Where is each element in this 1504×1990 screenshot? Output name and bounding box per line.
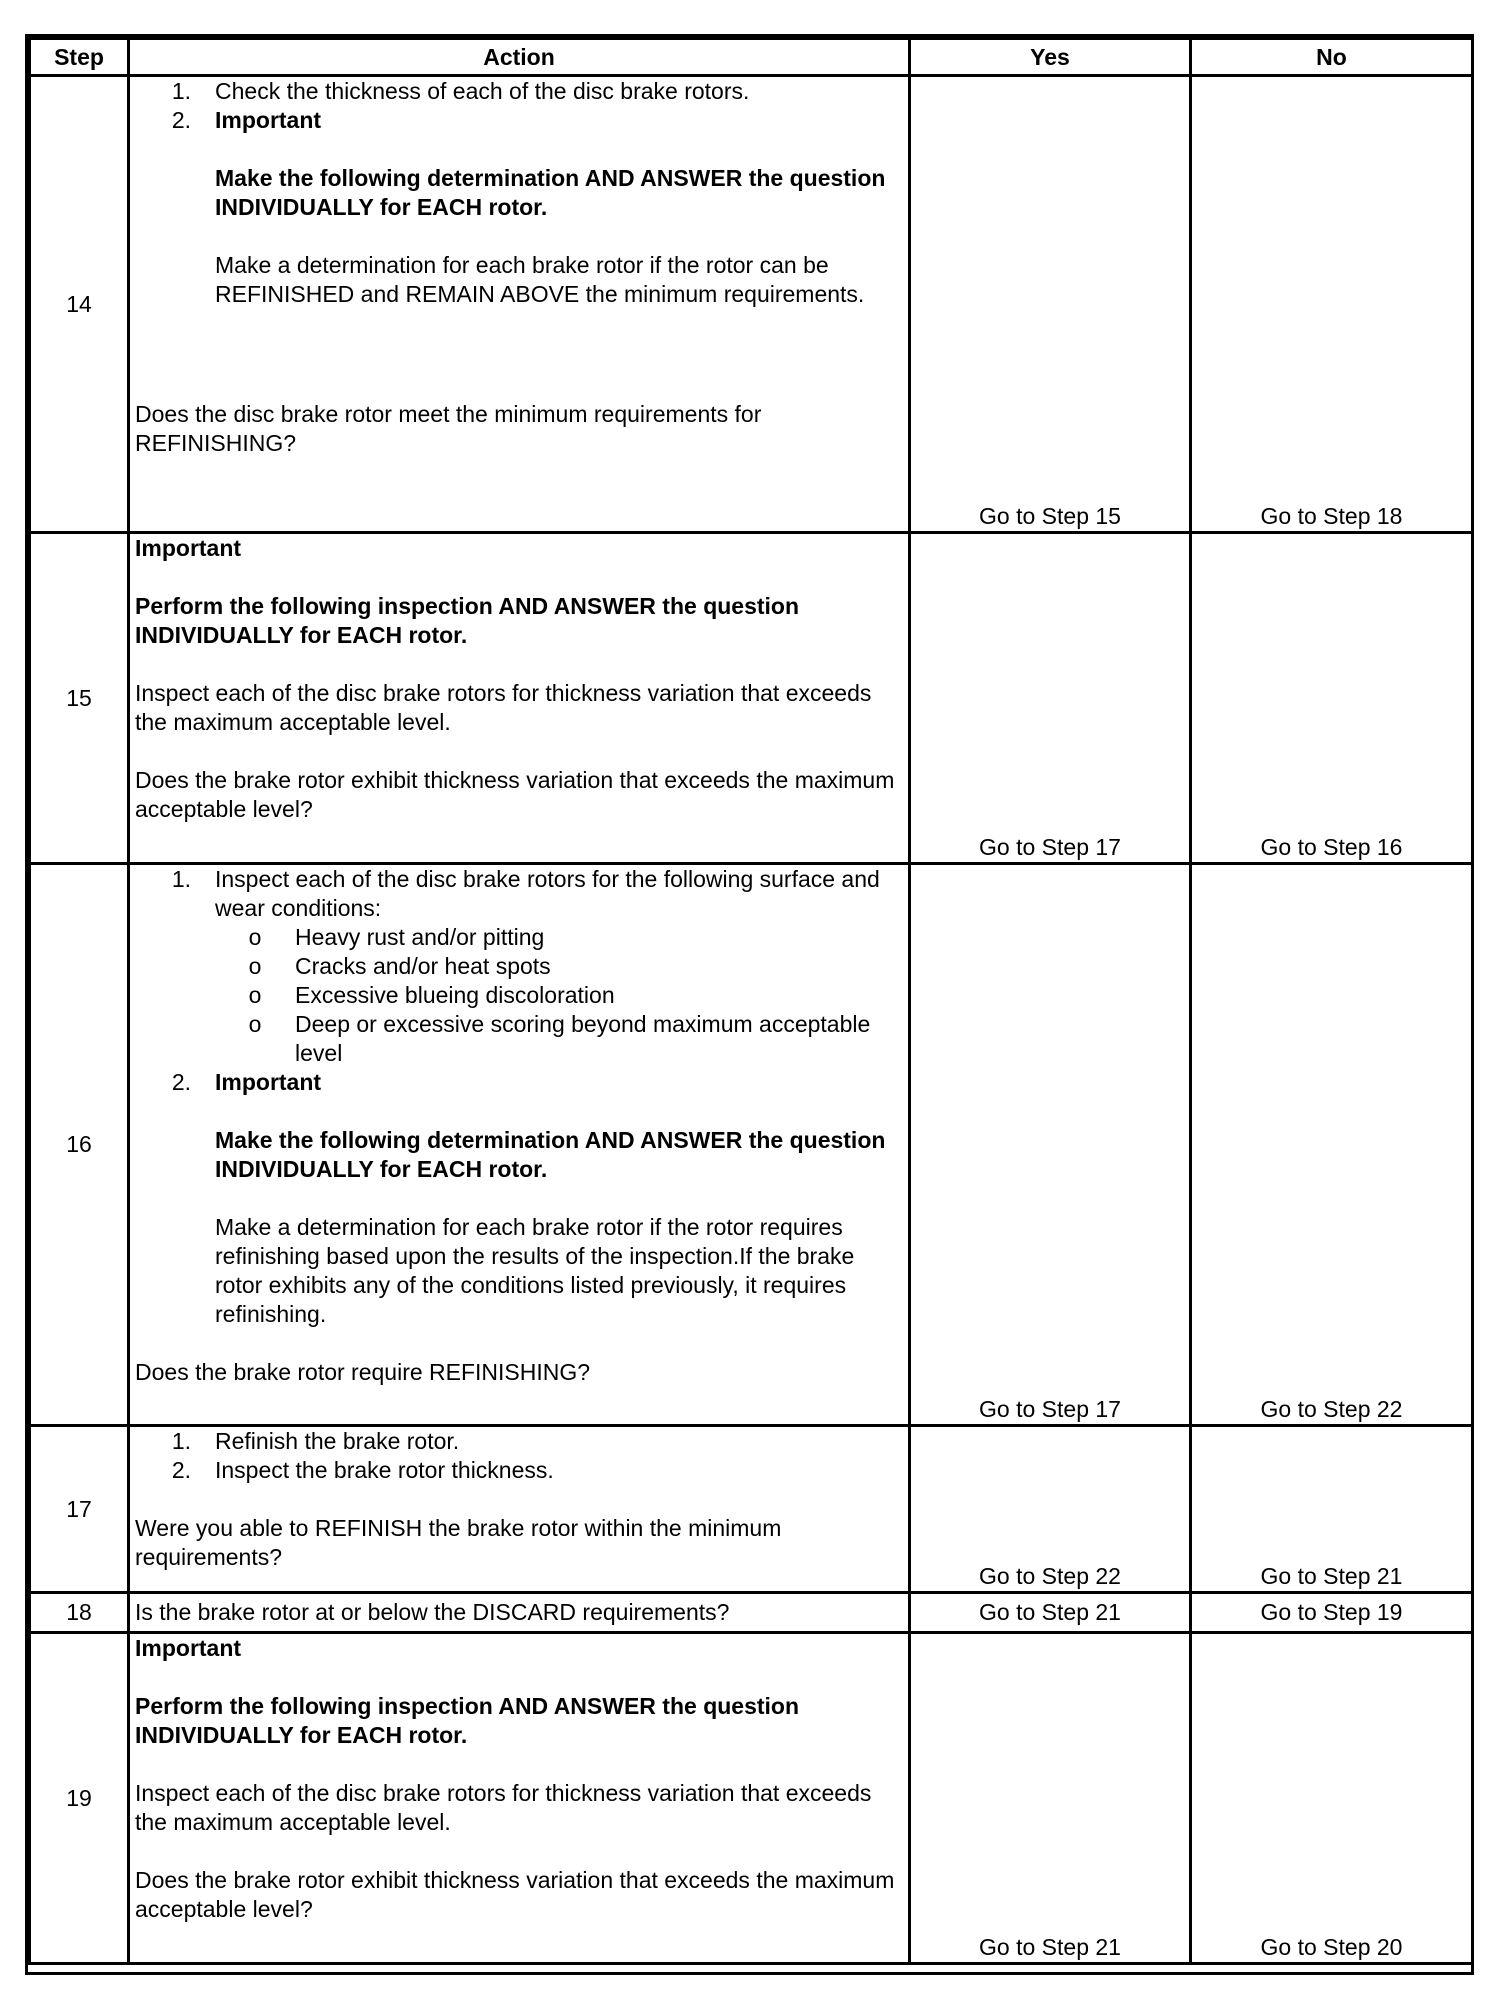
bullet-marker: o: [248, 953, 262, 979]
list-item: [135, 865, 903, 1068]
action-text: Refinish the brake rotor.: [215, 1428, 460, 1454]
step-number: 18: [30, 1593, 129, 1633]
no-result: Go to Step 16: [1191, 533, 1473, 864]
bullet-text: Heavy rust and/or pitting: [295, 924, 545, 950]
yes-result: Go to Step 22: [910, 1426, 1191, 1593]
important-label: Important: [135, 1635, 242, 1661]
diagnostic-table-frame: [25, 34, 1474, 1975]
action-cell: [129, 76, 910, 533]
list-number: 2.: [171, 107, 191, 133]
no-result: Go to Step 20: [1191, 1633, 1473, 1964]
table-row: [30, 533, 1473, 864]
step-question: Does the brake rotor require REFINISHING?: [135, 1359, 591, 1385]
action-text: Inspect each of the disc brake rotors for thickness variation that exceeds the maximum acceptable level.: [135, 1780, 872, 1835]
table-row: [30, 1633, 1473, 1964]
table-row: [30, 1593, 1473, 1633]
list-item: [135, 106, 903, 309]
step-number: 19: [30, 1633, 129, 1964]
action-text: Check the thickness of each of the disc brake rotors.: [215, 78, 750, 104]
important-label: Important: [215, 107, 322, 133]
step-number: 14: [30, 76, 129, 533]
table-row: [30, 864, 1473, 1426]
action-text: Make a determination for each brake rotor if the rotor can be REFINISHED and REMAIN ABOVE the minimum requirements.: [215, 252, 865, 307]
bullet-marker: o: [248, 1011, 262, 1037]
no-result: Go to Step 19: [1191, 1593, 1473, 1633]
table-row: [30, 1426, 1473, 1593]
bullet-text: Cracks and/or heat spots: [295, 953, 551, 979]
no-result: Go to Step 18: [1191, 76, 1473, 533]
action-text: Make a determination for each brake rotor if the rotor requires refinishing based upon the results of the inspection.If the brake rotor exhibits any of the conditions listed previously, it requires refinishing.: [215, 1214, 855, 1327]
action-cell: [129, 864, 910, 1426]
list-number: 1.: [171, 866, 191, 892]
list-number: 2.: [171, 1457, 191, 1483]
action-text: Inspect each of the disc brake rotors for the following surface and wear conditions:: [215, 866, 880, 921]
step-question: Is the brake rotor at or below the DISCARD requirements?: [129, 1593, 910, 1633]
yes-result: Go to Step 17: [910, 533, 1191, 864]
table-row: [30, 76, 1473, 533]
important-instruction: Make the following determination AND ANSWER the question INDIVIDUALLY for EACH rotor.: [215, 165, 886, 220]
header-action: Action: [129, 39, 910, 76]
bullet-marker: o: [248, 982, 262, 1008]
action-cell: [129, 1633, 910, 1964]
action-text: Inspect each of the disc brake rotors for thickness variation that exceeds the maximum acceptable level.: [135, 680, 872, 735]
step-number: 17: [30, 1426, 129, 1593]
step-question: Does the brake rotor exhibit thickness variation that exceeds the maximum acceptable level?: [135, 1867, 895, 1922]
header-step: Step: [30, 39, 129, 76]
bullet-text: Excessive blueing discoloration: [295, 982, 615, 1008]
diagnostic-table: [28, 37, 1474, 1965]
action-cell: [129, 533, 910, 864]
step-question: Does the brake rotor exhibit thickness variation that exceeds the maximum acceptable level?: [135, 767, 895, 822]
important-label: Important: [215, 1069, 322, 1095]
list-item: [135, 77, 903, 106]
bullet-item: [215, 923, 903, 952]
header-yes: Yes: [910, 39, 1191, 76]
yes-result: Go to Step 21: [910, 1633, 1191, 1964]
step-number: 15: [30, 533, 129, 864]
action-text: Inspect the brake rotor thickness.: [215, 1457, 554, 1483]
bullet-item: [215, 952, 903, 981]
important-instruction: Perform the following inspection AND ANSWER the question INDIVIDUALLY for EACH rotor.: [135, 1693, 800, 1748]
step-question: Does the disc brake rotor meet the minimum requirements for REFINISHING?: [135, 401, 762, 456]
bullet-item: [215, 981, 903, 1010]
bullet-text: Deep or excessive scoring beyond maximum acceptable level: [295, 1011, 871, 1066]
important-instruction: Make the following determination AND ANSWER the question INDIVIDUALLY for EACH rotor.: [215, 1127, 886, 1182]
step-number: 16: [30, 864, 129, 1426]
bullet-marker: o: [248, 924, 262, 950]
yes-result: Go to Step 21: [910, 1593, 1191, 1633]
step-question: Were you able to REFINISH the brake rotor within the minimum requirements?: [135, 1515, 782, 1570]
yes-result: Go to Step 15: [910, 76, 1191, 533]
bullet-item: [215, 1010, 903, 1068]
important-instruction: Perform the following inspection AND ANSWER the question INDIVIDUALLY for EACH rotor.: [135, 593, 800, 648]
list-item: [135, 1456, 903, 1485]
no-result: Go to Step 22: [1191, 864, 1473, 1426]
list-item: [135, 1068, 903, 1329]
no-result: Go to Step 21: [1191, 1426, 1473, 1593]
header-no: No: [1191, 39, 1473, 76]
table-header-row: [30, 39, 1473, 76]
list-number: 1.: [171, 1428, 191, 1454]
list-number: 1.: [171, 78, 191, 104]
list-number: 2.: [171, 1069, 191, 1095]
yes-result: Go to Step 17: [910, 864, 1191, 1426]
list-item: [135, 1427, 903, 1456]
important-label: Important: [135, 535, 242, 561]
action-cell: [129, 1426, 910, 1593]
